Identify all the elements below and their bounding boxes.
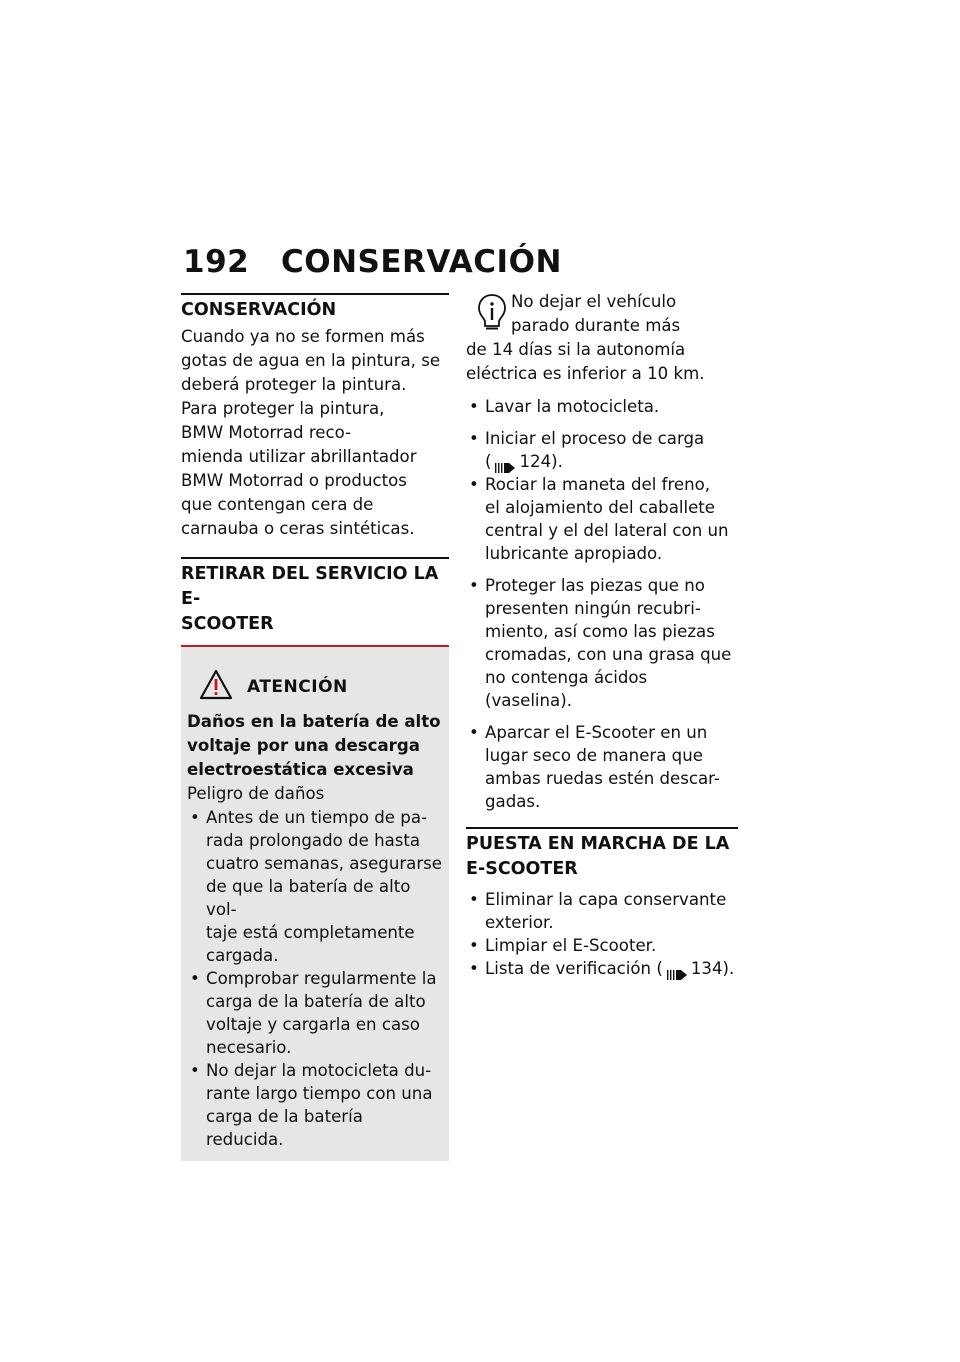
section-rule [466, 827, 738, 829]
heading-line: PUESTA EN MARCHA DE LA [466, 834, 730, 854]
text-line: rante largo tiempo con una [206, 1084, 433, 1103]
text-line: • No dejar la motocicleta du- [206, 1061, 432, 1080]
hazard-line: electroestática excesiva [187, 760, 414, 779]
paren-open: ( [485, 452, 492, 471]
text-line: cuatro semanas, asegurarse [206, 854, 443, 873]
text-line: de que la batería de alto vol- [206, 877, 411, 919]
hazard-line: Daños en la batería de alto [187, 712, 441, 731]
text-line: deberá proteger la pintura. [181, 375, 407, 394]
note-line: No dejar el vehículo [511, 292, 677, 311]
list-item [187, 1059, 445, 1151]
note-line: de 14 días si la autonomía [466, 340, 686, 359]
text-line: gadas. [485, 792, 541, 811]
text-line: taje está completamente [206, 923, 415, 942]
text-line: necesario. [206, 1038, 292, 1057]
page-number: 192 [183, 244, 250, 280]
text-line: • Rociar la maneta del freno, [485, 475, 711, 494]
text-line: Cuando ya no se formen más [181, 327, 425, 346]
section-heading-retirar [181, 562, 449, 637]
warning-list [187, 806, 445, 1151]
text-line: exterior. [485, 913, 554, 932]
chapter-title: CONSERVACIÓN [281, 244, 562, 280]
startup-steps [466, 888, 738, 980]
text-line: • Comprobar regularmente la [206, 969, 437, 988]
warning-triangle-icon [199, 669, 233, 704]
text-line [485, 450, 738, 473]
list-item [466, 888, 738, 934]
section-heading-puesta-en-marcha [466, 832, 738, 882]
info-icon [476, 293, 508, 337]
text-line: lugar seco de manera que [485, 746, 703, 765]
list-item [466, 934, 738, 957]
list-item [466, 473, 738, 565]
page-header [183, 244, 562, 280]
section-rule [181, 293, 449, 295]
heading-line: E-SCOOTER [466, 859, 578, 879]
list-item [466, 574, 738, 712]
text-line: mienda utilizar abrillantador [181, 447, 417, 466]
checklist-label: Lista de verificación ( [485, 959, 663, 978]
left-column [181, 293, 449, 1161]
text-line: cromadas, con una grasa que [485, 645, 732, 664]
text-line: que contengan cera de [181, 495, 374, 514]
list-item [466, 721, 738, 813]
text-line: no contenga ácidos (vaselina). [485, 668, 648, 710]
text-line: gotas de agua en la pintura, se [181, 351, 441, 370]
text-line: rada prolongado de hasta [206, 831, 421, 850]
heading-line: RETIRAR DEL SERVICIO LA E- [181, 564, 439, 609]
text-line: presenten ningún recubri- [485, 599, 701, 618]
text-line: carnauba o ceras sintéticas. [181, 519, 415, 538]
warning-consequence: Peligro de daños [187, 784, 325, 803]
note-line: parado durante más [511, 316, 681, 335]
list-item [466, 395, 738, 418]
warning-header [187, 669, 445, 704]
page-reference: 134). [690, 959, 735, 978]
text-line: • Proteger las piezas que no [485, 576, 705, 595]
text-line: BMW Motorrad reco- [181, 423, 352, 442]
conservacion-paragraph [181, 325, 449, 541]
warning-hazard [187, 710, 445, 782]
text-line: el alojamiento del caballete [485, 498, 716, 517]
text-line: cargada. [206, 946, 279, 965]
text-line: Para proteger la pintura, [181, 399, 385, 418]
list-item [187, 806, 445, 967]
section-heading-conservacion: CONSERVACIÓN [181, 300, 337, 320]
text-line [485, 957, 738, 980]
text-line: • Limpiar el E-Scooter. [485, 936, 657, 955]
hazard-line: voltaje por una descarga [187, 736, 420, 755]
text-line: lubricante apropiado. [485, 544, 663, 563]
section-rule [181, 557, 449, 559]
info-note [466, 290, 738, 386]
text-line: central y el del lateral con un [485, 521, 729, 540]
heading-line: SCOOTER [181, 614, 274, 634]
text-line: ambas ruedas estén descar- [485, 769, 720, 788]
text-line: voltaje y cargarla en caso [206, 1015, 420, 1034]
text-line: • Iniciar el proceso de carga [485, 429, 705, 448]
warning-title: ATENCIÓN [247, 676, 348, 697]
page-reference: 124). [519, 452, 563, 471]
list-item [466, 427, 738, 473]
text-line: • Antes de un tiempo de pa- [206, 808, 427, 827]
text-line: miento, así como las piezas [485, 622, 715, 641]
storage-steps [466, 395, 738, 813]
right-column [466, 290, 738, 980]
text-line: carga de la batería de alto [206, 992, 426, 1011]
text-line: carga de la batería reducida. [206, 1107, 363, 1149]
list-item [187, 967, 445, 1059]
text-line: • Eliminar la capa conservante [485, 890, 727, 909]
text-line: • Lavar la motocicleta. [485, 397, 660, 416]
page-reference-arrow-icon[interactable] [493, 457, 517, 469]
warning-box [181, 645, 449, 1161]
page-reference-arrow-icon[interactable] [665, 964, 689, 976]
list-item [466, 957, 738, 980]
note-line: eléctrica es inferior a 10 km. [466, 364, 705, 383]
text-line: BMW Motorrad o productos [181, 471, 407, 490]
text-line: • Aparcar el E-Scooter en un [485, 723, 708, 742]
